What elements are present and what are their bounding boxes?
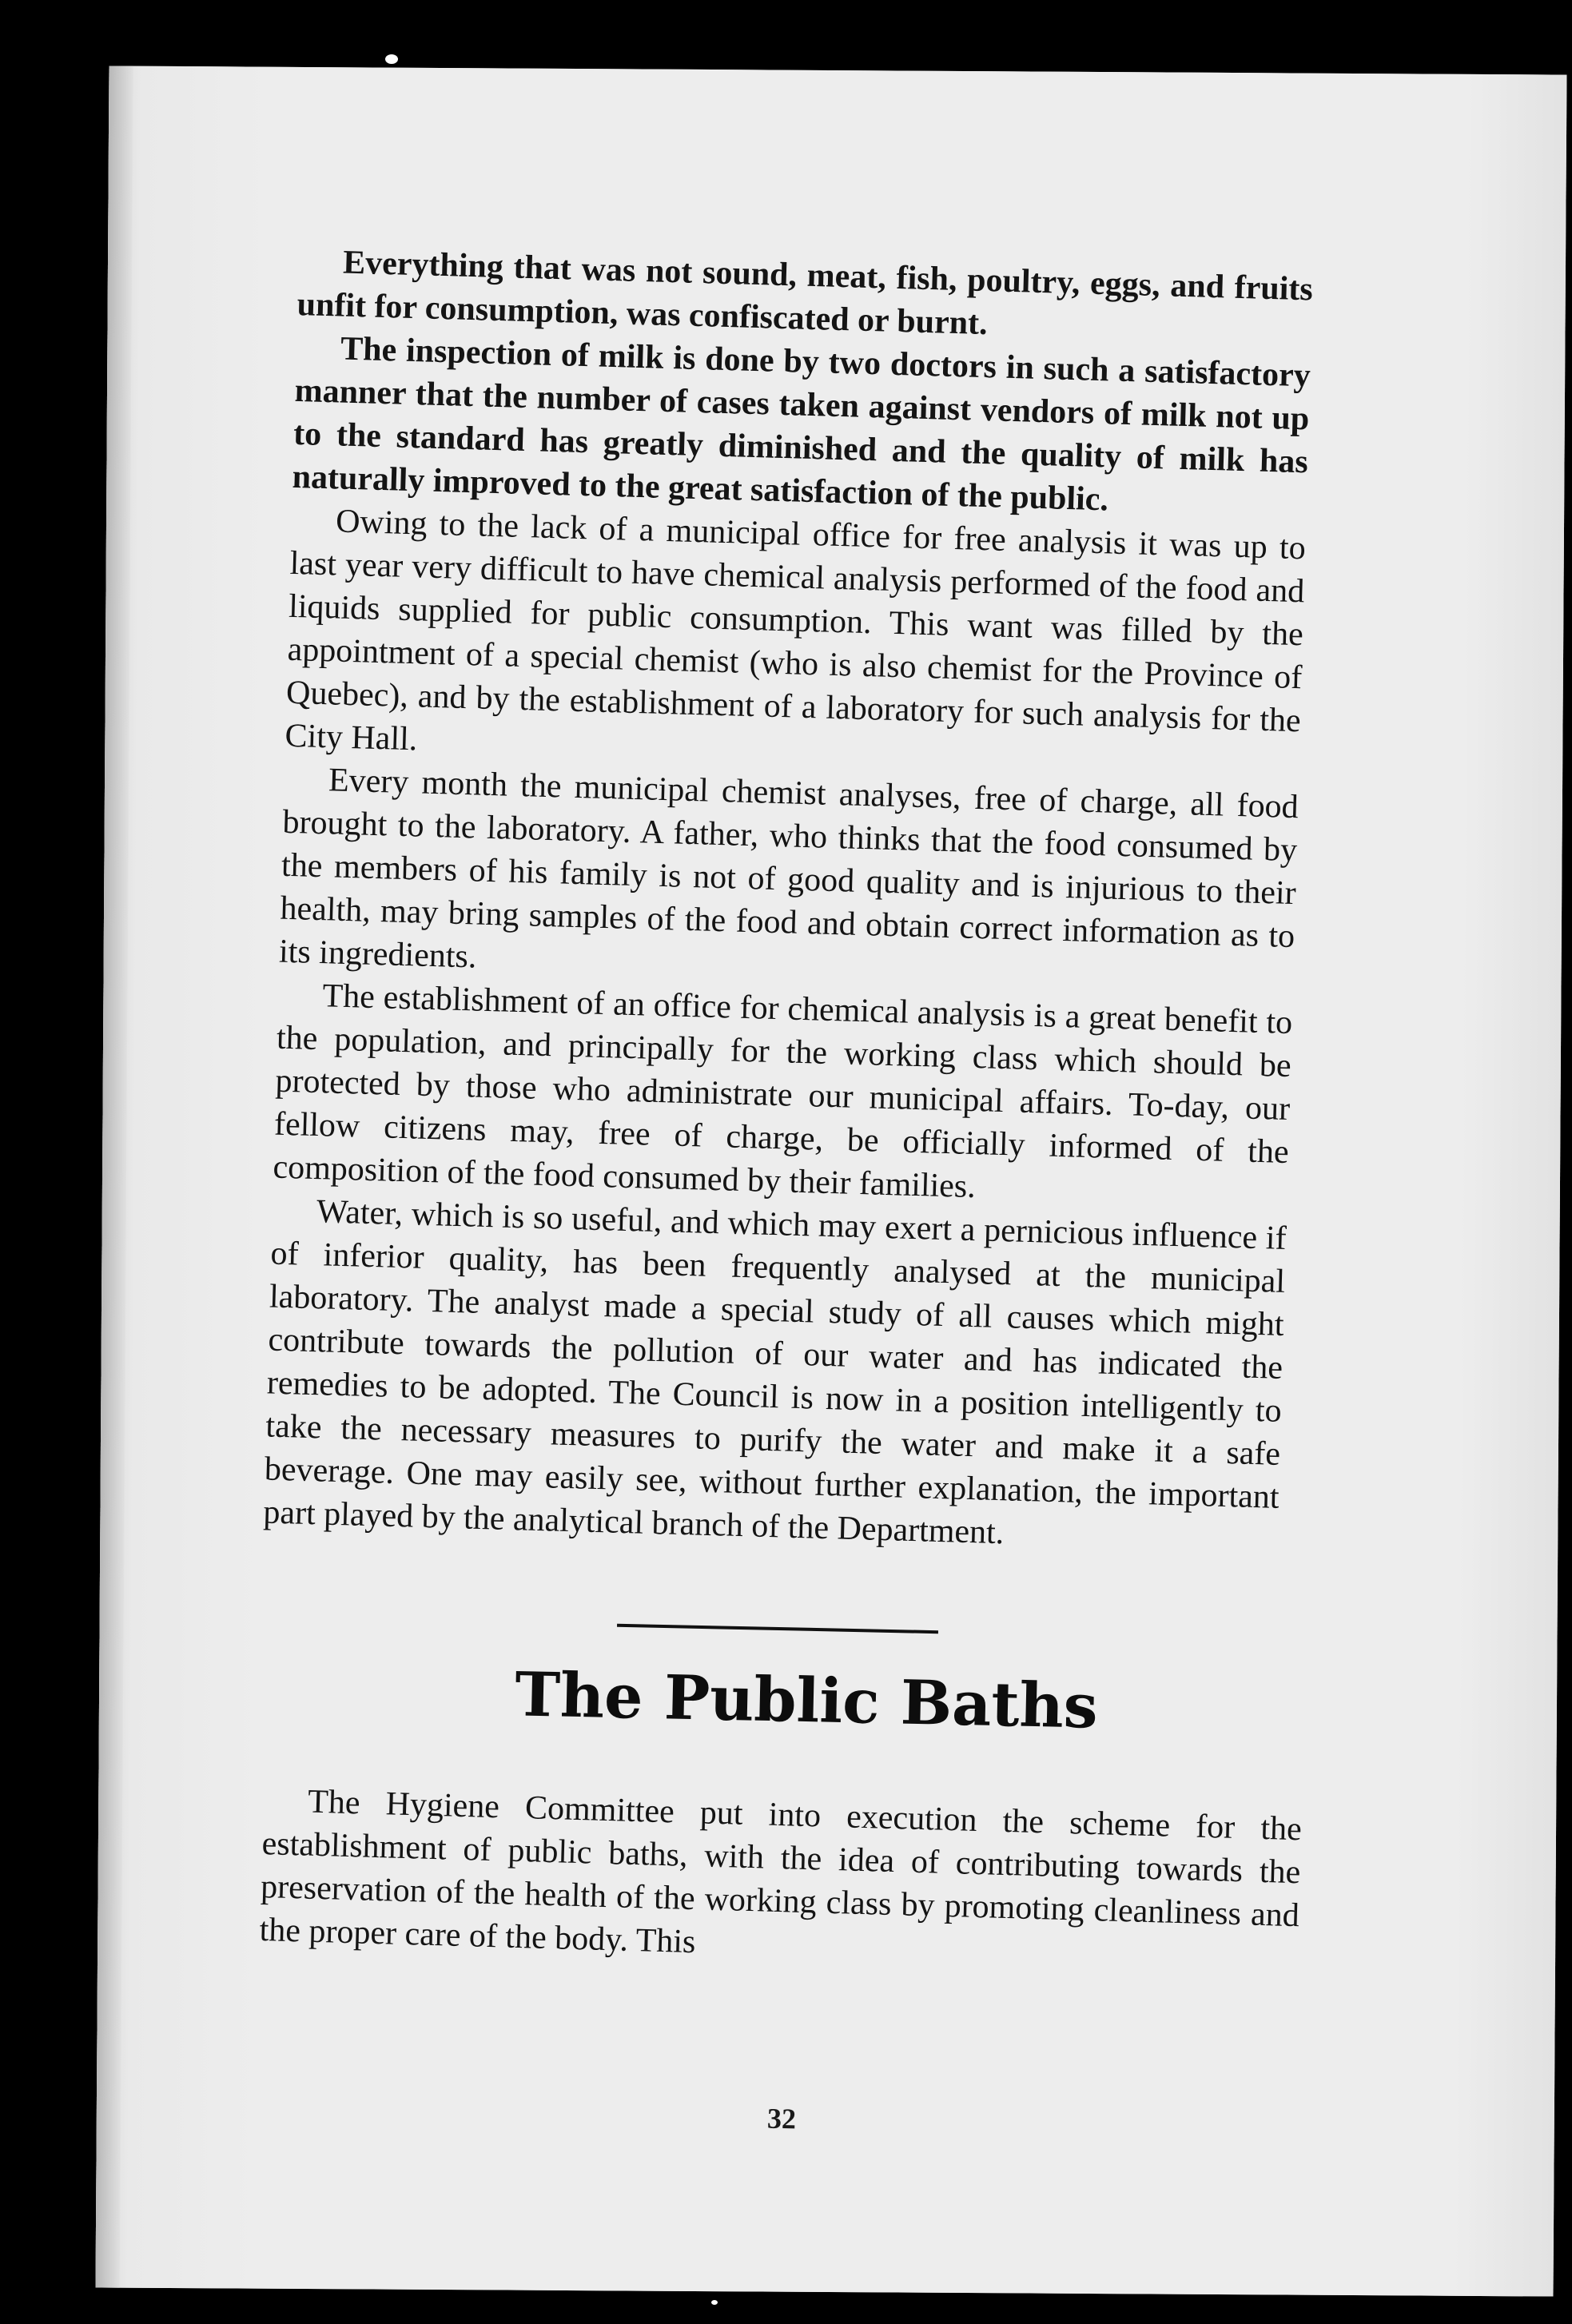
page-spine-shadow <box>96 66 133 2287</box>
paragraph-municipal-analysis: Owing to the lack of a municipal office for free analysis it was up to last year very difficult to have chemical analysis performed of the food and liquids supplied for public consumption. This want was filled by the appointment of a special chemist (who is also chemist for the Province of Quebec), and by the establishment of a laboratory for such analysis for the City Hall. <box>285 503 1307 758</box>
section-body <box>259 1779 1303 1980</box>
paragraph-office-benefit: The establishment of an office for chemical analysis is a great benefit to the population, and principally for the working class which should be protected by those who administrate our municipal affairs. To-day, our fellow citizens may, free of charge, be officially informed of the composition of the food consumed by their families. <box>272 977 1293 1206</box>
paragraph-confiscation: Everything that was not sound, meat, fish, poultry, eggs, and fruits unfit for consumption, was confiscated or burnt. <box>296 244 1314 343</box>
paragraph-monthly-analysis: Every month the municipal chemist analyses, free of charge, all food brought to the laboratory. A father, who thinks that the food consumed by the members of his family is not of good quality and is injurious to their health, may bring samples of the food and obtain correct information as to its ingredients. <box>278 762 1299 976</box>
dust-speck <box>385 54 398 64</box>
body-text <box>263 240 1314 1562</box>
section-title: The Public Baths <box>514 1658 1099 1742</box>
paragraph-milk-inspection: The inspection of milk is done by two doctors in such a satisfactory manner that the number of cases taken against vendors of milk not up to the standard has greatly diminished and the quality of milk has naturally improved to the great satisfaction of the public. <box>292 330 1311 519</box>
page-number: 32 <box>766 2102 797 2135</box>
dust-speck <box>711 2300 718 2305</box>
paragraph-public-baths: The Hygiene Committee put into execution the scheme for the establishment of public baths, with the idea of contributing towards the preservation of the health of the working class by promoting cleanliness and the proper care of the body. This <box>259 1783 1303 1961</box>
paragraph-water-analysis: Water, which is so useful, and which may exert a pernicious influence if of inferior quality, has been frequently analysed at the municipal laboratory. The analyst made a special study of all causes which might contribute towards the pollution of our water and has indicated the remedies to be adopted. The Council is now in a position intelligently to take the necessary measures to purify the water and make it a safe beverage. One may easily see, without further explanation, the important part played by the analytical branch of the Department. <box>262 1193 1287 1552</box>
